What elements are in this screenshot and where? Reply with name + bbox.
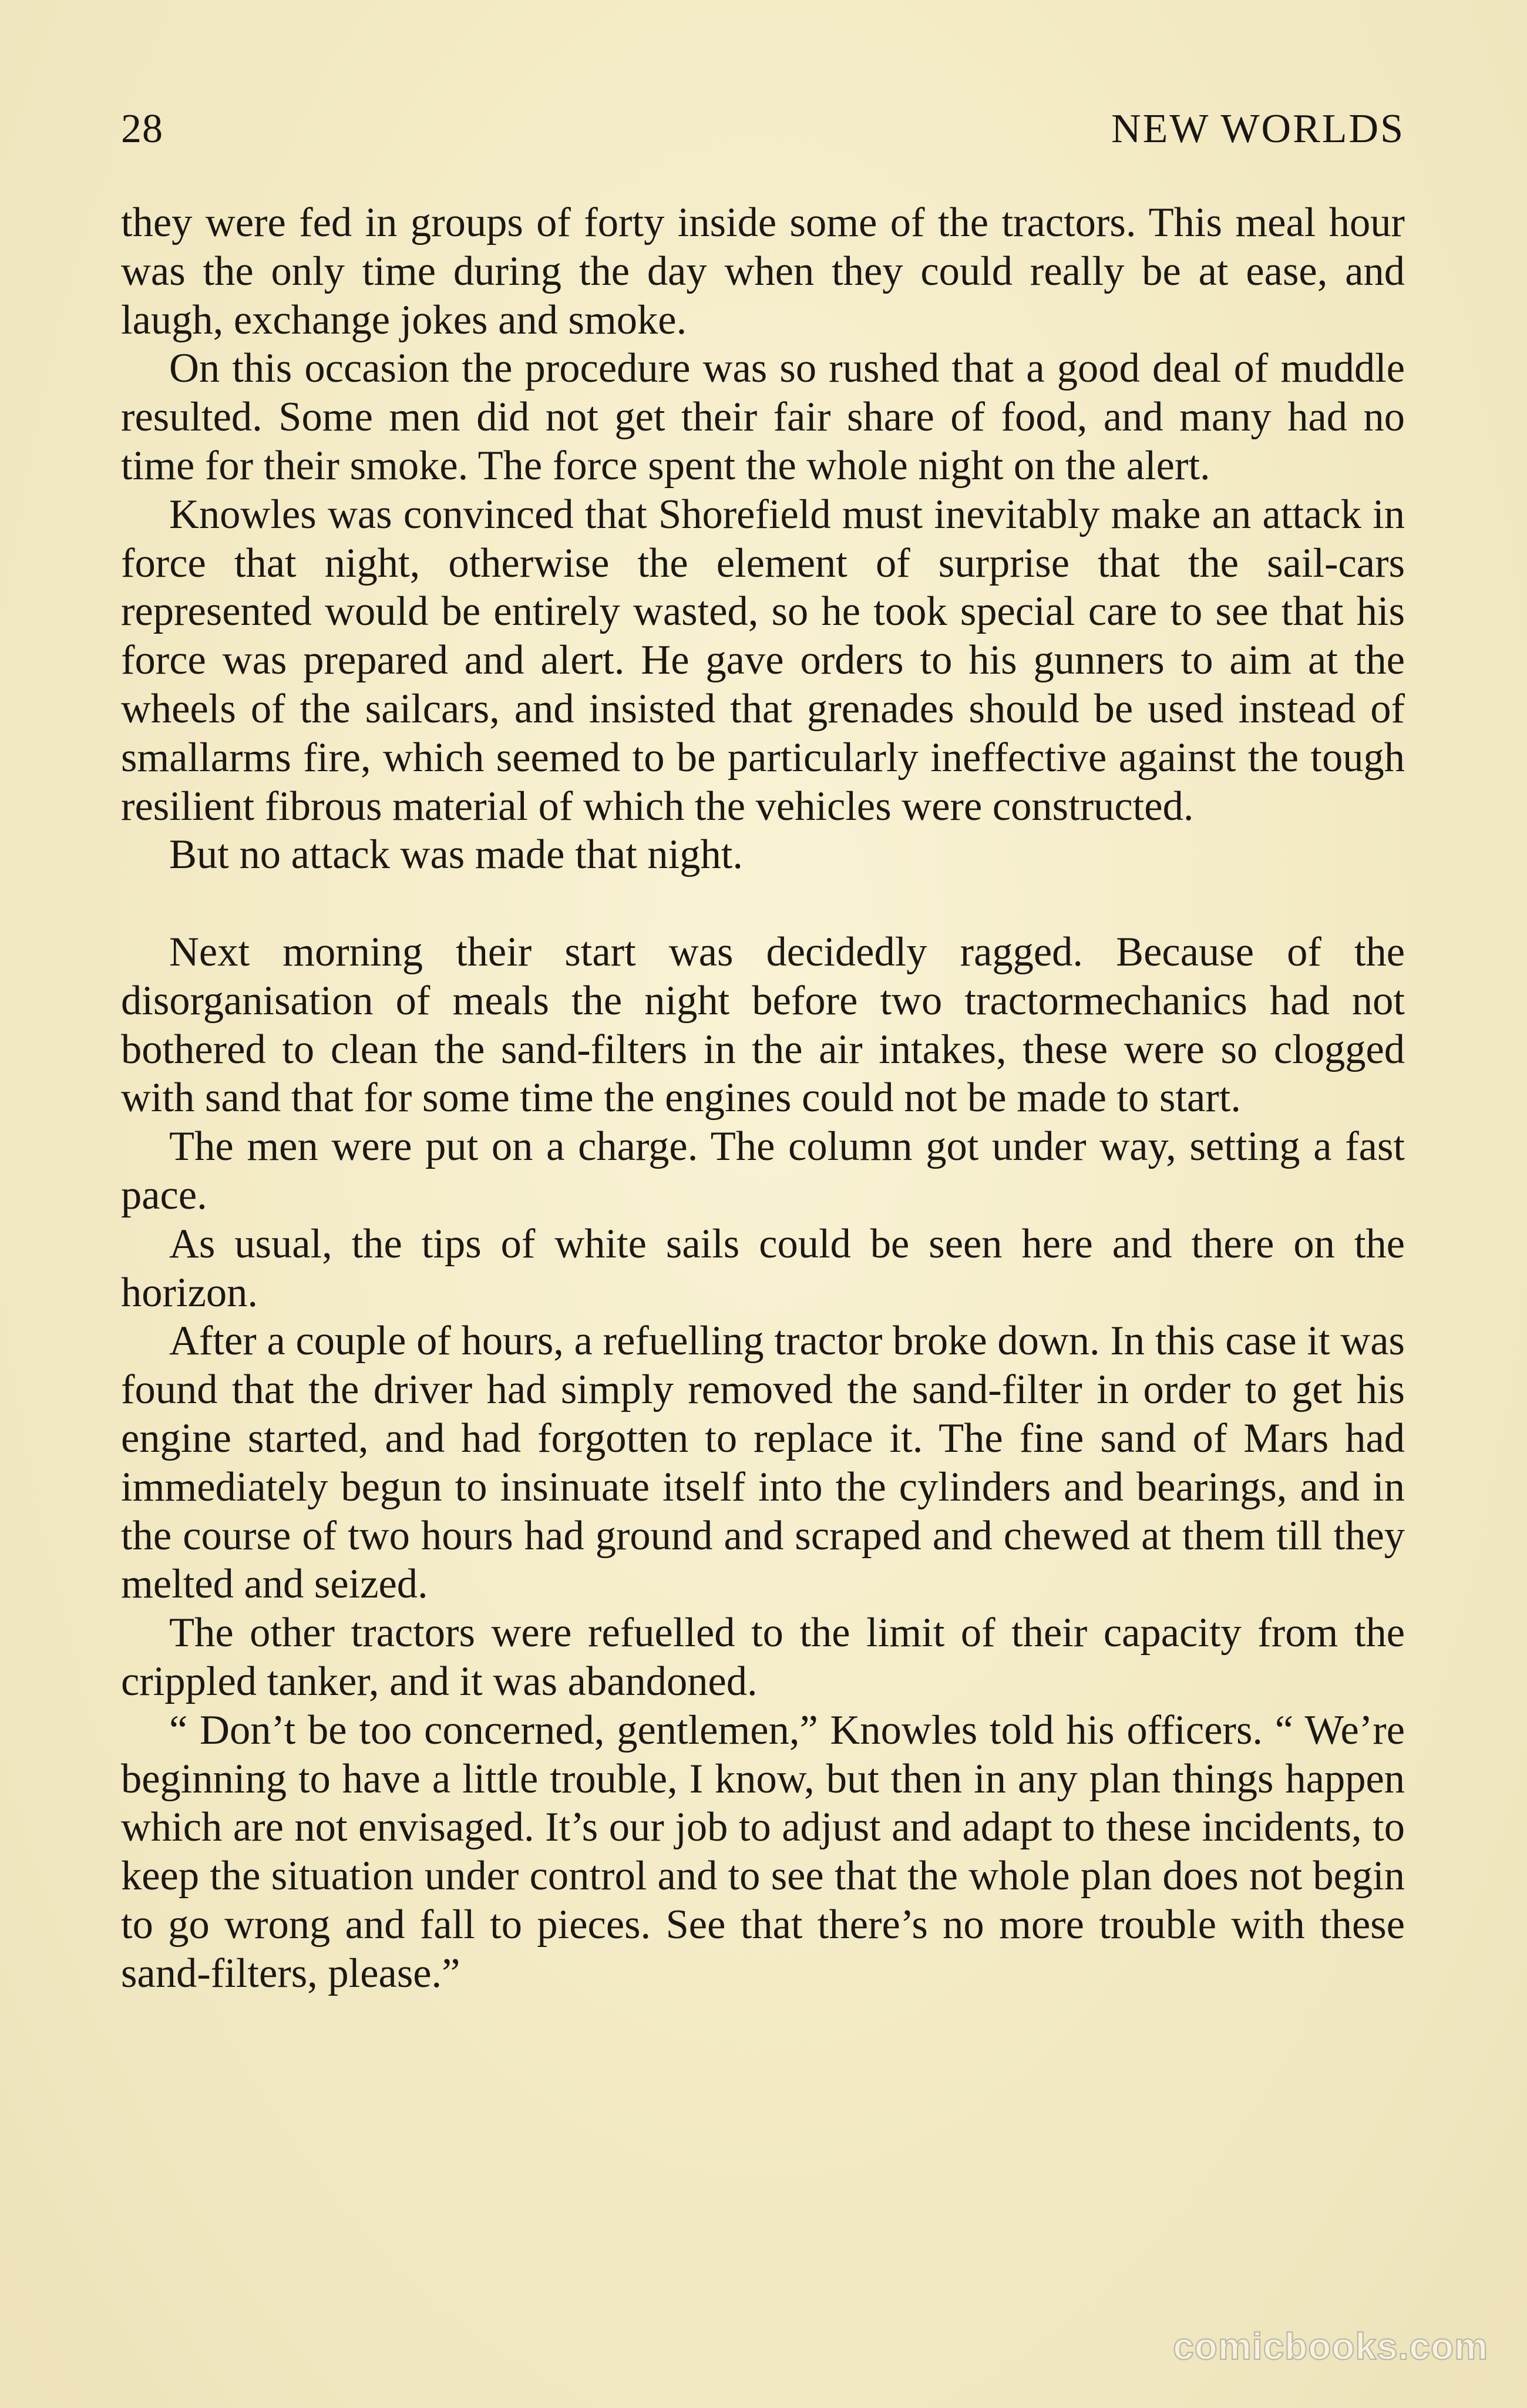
paragraph: On this occasion the procedure was so rushed that a good deal of muddle resulted. Some men did not get their fair share of food, and many had no time for their smoke. The force spent the whole night on the alert.	[121, 345, 1405, 489]
paragraph: they were fed in groups of forty inside some of the tractors. This meal hour was the only time during the day when they could really be at ease, and laugh, exchange jokes and smoke.	[121, 200, 1405, 343]
page-number: 28	[121, 106, 163, 152]
running-head	[121, 100, 1405, 159]
body-text	[121, 199, 1405, 1997]
paragraph: The other tractors were refuelled to the limit of their capacity from the crippled tanker, and it was abandoned.	[121, 1610, 1405, 1704]
paragraph: But no attack was made that night.	[169, 832, 743, 878]
paragraph: After a couple of hours, a refuelling tractor broke down. In this case it was found that the driver had simply removed the sand-filter in order to get his engine started, and had forgotten to replace it. The fine sand of Mars had immediately begun to insinuate itself into the cylinders and bearings, and in the course of two hours had ground and scraped and chewed at them till they melted and seized.	[121, 1318, 1405, 1607]
paragraph: Next morning their start was decidedly ragged. Because of the disorganisation of meals the night before two tractormechanics had not bothered to clean the sand-filters in the air intakes, these were so clogged with sand that for some time the engines could not be made to start.	[121, 929, 1405, 1121]
watermark: comicbooks.com	[1173, 2325, 1488, 2367]
paragraph: Knowles was convinced that Shorefield must inevitably make an attack in force that night, otherwise the element of surprise that the sail-cars represented would be entirely wasted, so he took special care to see that his force was prepared and alert. He gave orders to his gunners to aim at the wheels of the sailcars, and insisted that grenades should be used instead of smallarms fire, which seemed to be particularly ineffective against the tough resilient fibrous material of which the vehicles were constructed.	[121, 491, 1405, 829]
running-title: NEW WORLDS	[1111, 106, 1405, 152]
paragraph: The men were put on a charge. The column got under way, setting a fast pace.	[121, 1124, 1405, 1218]
paragraph: “ Don’t be too concerned, gentlemen,” Knowles told his officers. “ We’re beginning to have a little trouble, I know, but then in any plan things happen which are not envisaged. It’s our job to adjust and adapt to these incidents, to keep the situation under control and to see that the whole plan does not begin to go wrong and fall to pieces. See that there’s no more trouble with these sand-filters, please.”	[121, 1707, 1405, 1996]
paragraph: As usual, the tips of white sails could be seen here and there on the horizon.	[121, 1220, 1405, 1316]
